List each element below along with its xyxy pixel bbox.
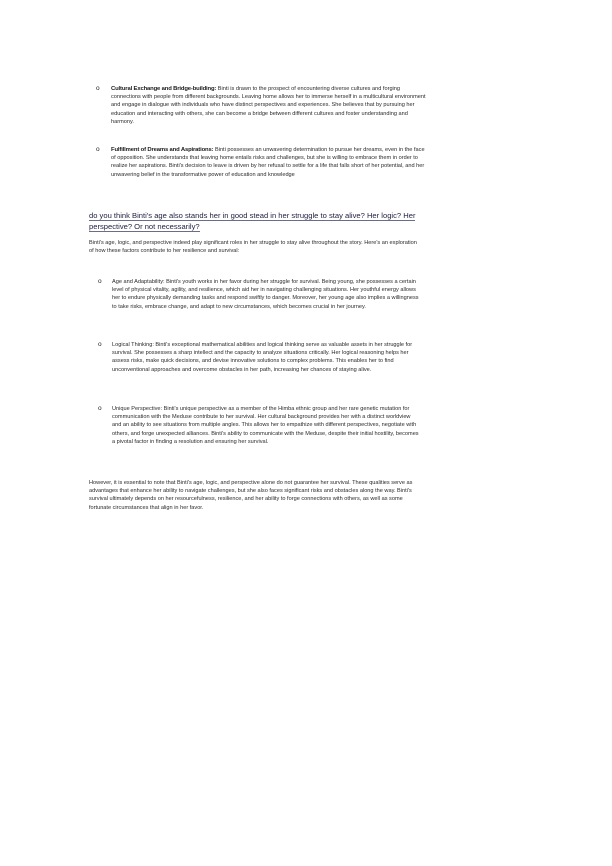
list-item-text bbox=[111, 85, 426, 126]
bullet-marker: o bbox=[98, 341, 102, 348]
item-title: Fulfillment of Dreams and Aspirations: bbox=[111, 147, 214, 153]
item-body: Binti possesses an unwavering determination to pursue her dreams, even in the face of opposition. She understands that leaving home entails risks and challenges, but she is willing to embrace them in order to realize her aspirations. Binti's decision to leave is driven by her refusal to settle for a life that falls short of her potential, and her unwavering belief in the transformative power of education and knowledge bbox=[111, 147, 425, 178]
intro-paragraph: Binti's age, logic, and perspective indeed play significant roles in her struggle to stay alive throughout the story. Here's an exploration of how these factors contribute to her resilience and survival: bbox=[89, 240, 417, 255]
conclusion-paragraph: However, it is essential to note that Binti's age, logic, and perspective alone do not guarantee her survival. These qualities serve as advantages that enhance her ability to navigate challenges, but she also faces significant risks and obstacles along the way. Binti's survival ultimately depends on her resourcefulness, resilience, and her ability to forge connections with others, as well as some fortunate circumstances that align in her favor. bbox=[89, 480, 413, 511]
list-item-unique-perspective bbox=[98, 405, 420, 446]
list-item-text bbox=[111, 146, 426, 179]
list-item-fulfillment-of-dreams bbox=[96, 146, 426, 179]
list-item-age-and-adaptability bbox=[98, 278, 420, 311]
question-heading: do you think Binti's age also stands her in good stead in her struggle to stay alive? Her logic? Her perspective? Or not necessarily? bbox=[89, 211, 416, 232]
item-body: Binti is drawn to the prospect of encountering diverse cultures and forging connections with people from different backgrounds. Leaving home allows her to immerse herself in a multicultural environment and engage in dialogue with individuals who have distinct perspectives and experiences. She believes that by pursuing her education and interacting with others, she can become a bridge between different cultures and foster understanding and harmony. bbox=[111, 86, 426, 125]
bullet-marker: o bbox=[96, 146, 100, 153]
list-item-text: Logical Thinking: Binti's exceptional mathematical abilities and logical thinking serve as valuable assets in her struggle for survival. She possesses a sharp intellect and the capacity to analyze situations critically. Her logical reasoning helps her assess risks, make quick decisions, and devise innovative solutions to complex problems. This enables her to find unconventional approaches and overcome obstacles in her path, increasing her chances of staying alive. bbox=[112, 342, 413, 373]
item-title: Cultural Exchange and Bridge-building: bbox=[111, 86, 217, 92]
list-item-text: Age and Adaptability: Binti's youth works in her favor during her struggle for survival. Being young, she possesses a certain level of physical vitality, agility, and resilience, which aid her in navigating challenging situations. Her youthful energy allows her to endure physically demanding tasks and respond swiftly to danger. Moreover, her young age also implies a willingness to take risks, embrace change, and adapt to new circumstances, which becomes crucial in her journey. bbox=[112, 279, 419, 310]
list-item-text: Unique Perspective: Binti's unique perspective as a member of the Himba ethnic group and her rare genetic mutation for communication with the Meduse contribute to her survival. Her cultural background provides her with a distinct worldview and an ability to see situations from multiple angles. This allows her to empathize with different perspectives, negotiate with others, and forge unexpected alliances. Binti's ability to communicate with the Meduse, despite their initial hostility, becomes a pivotal factor in finding a resolution and ensuring her survival. bbox=[112, 406, 419, 445]
bullet-marker: o bbox=[98, 405, 102, 412]
list-item-cultural-exchange bbox=[96, 85, 426, 126]
bullet-marker: o bbox=[98, 278, 102, 285]
list-item-logical-thinking bbox=[98, 341, 420, 374]
bullet-marker: o bbox=[96, 85, 100, 92]
